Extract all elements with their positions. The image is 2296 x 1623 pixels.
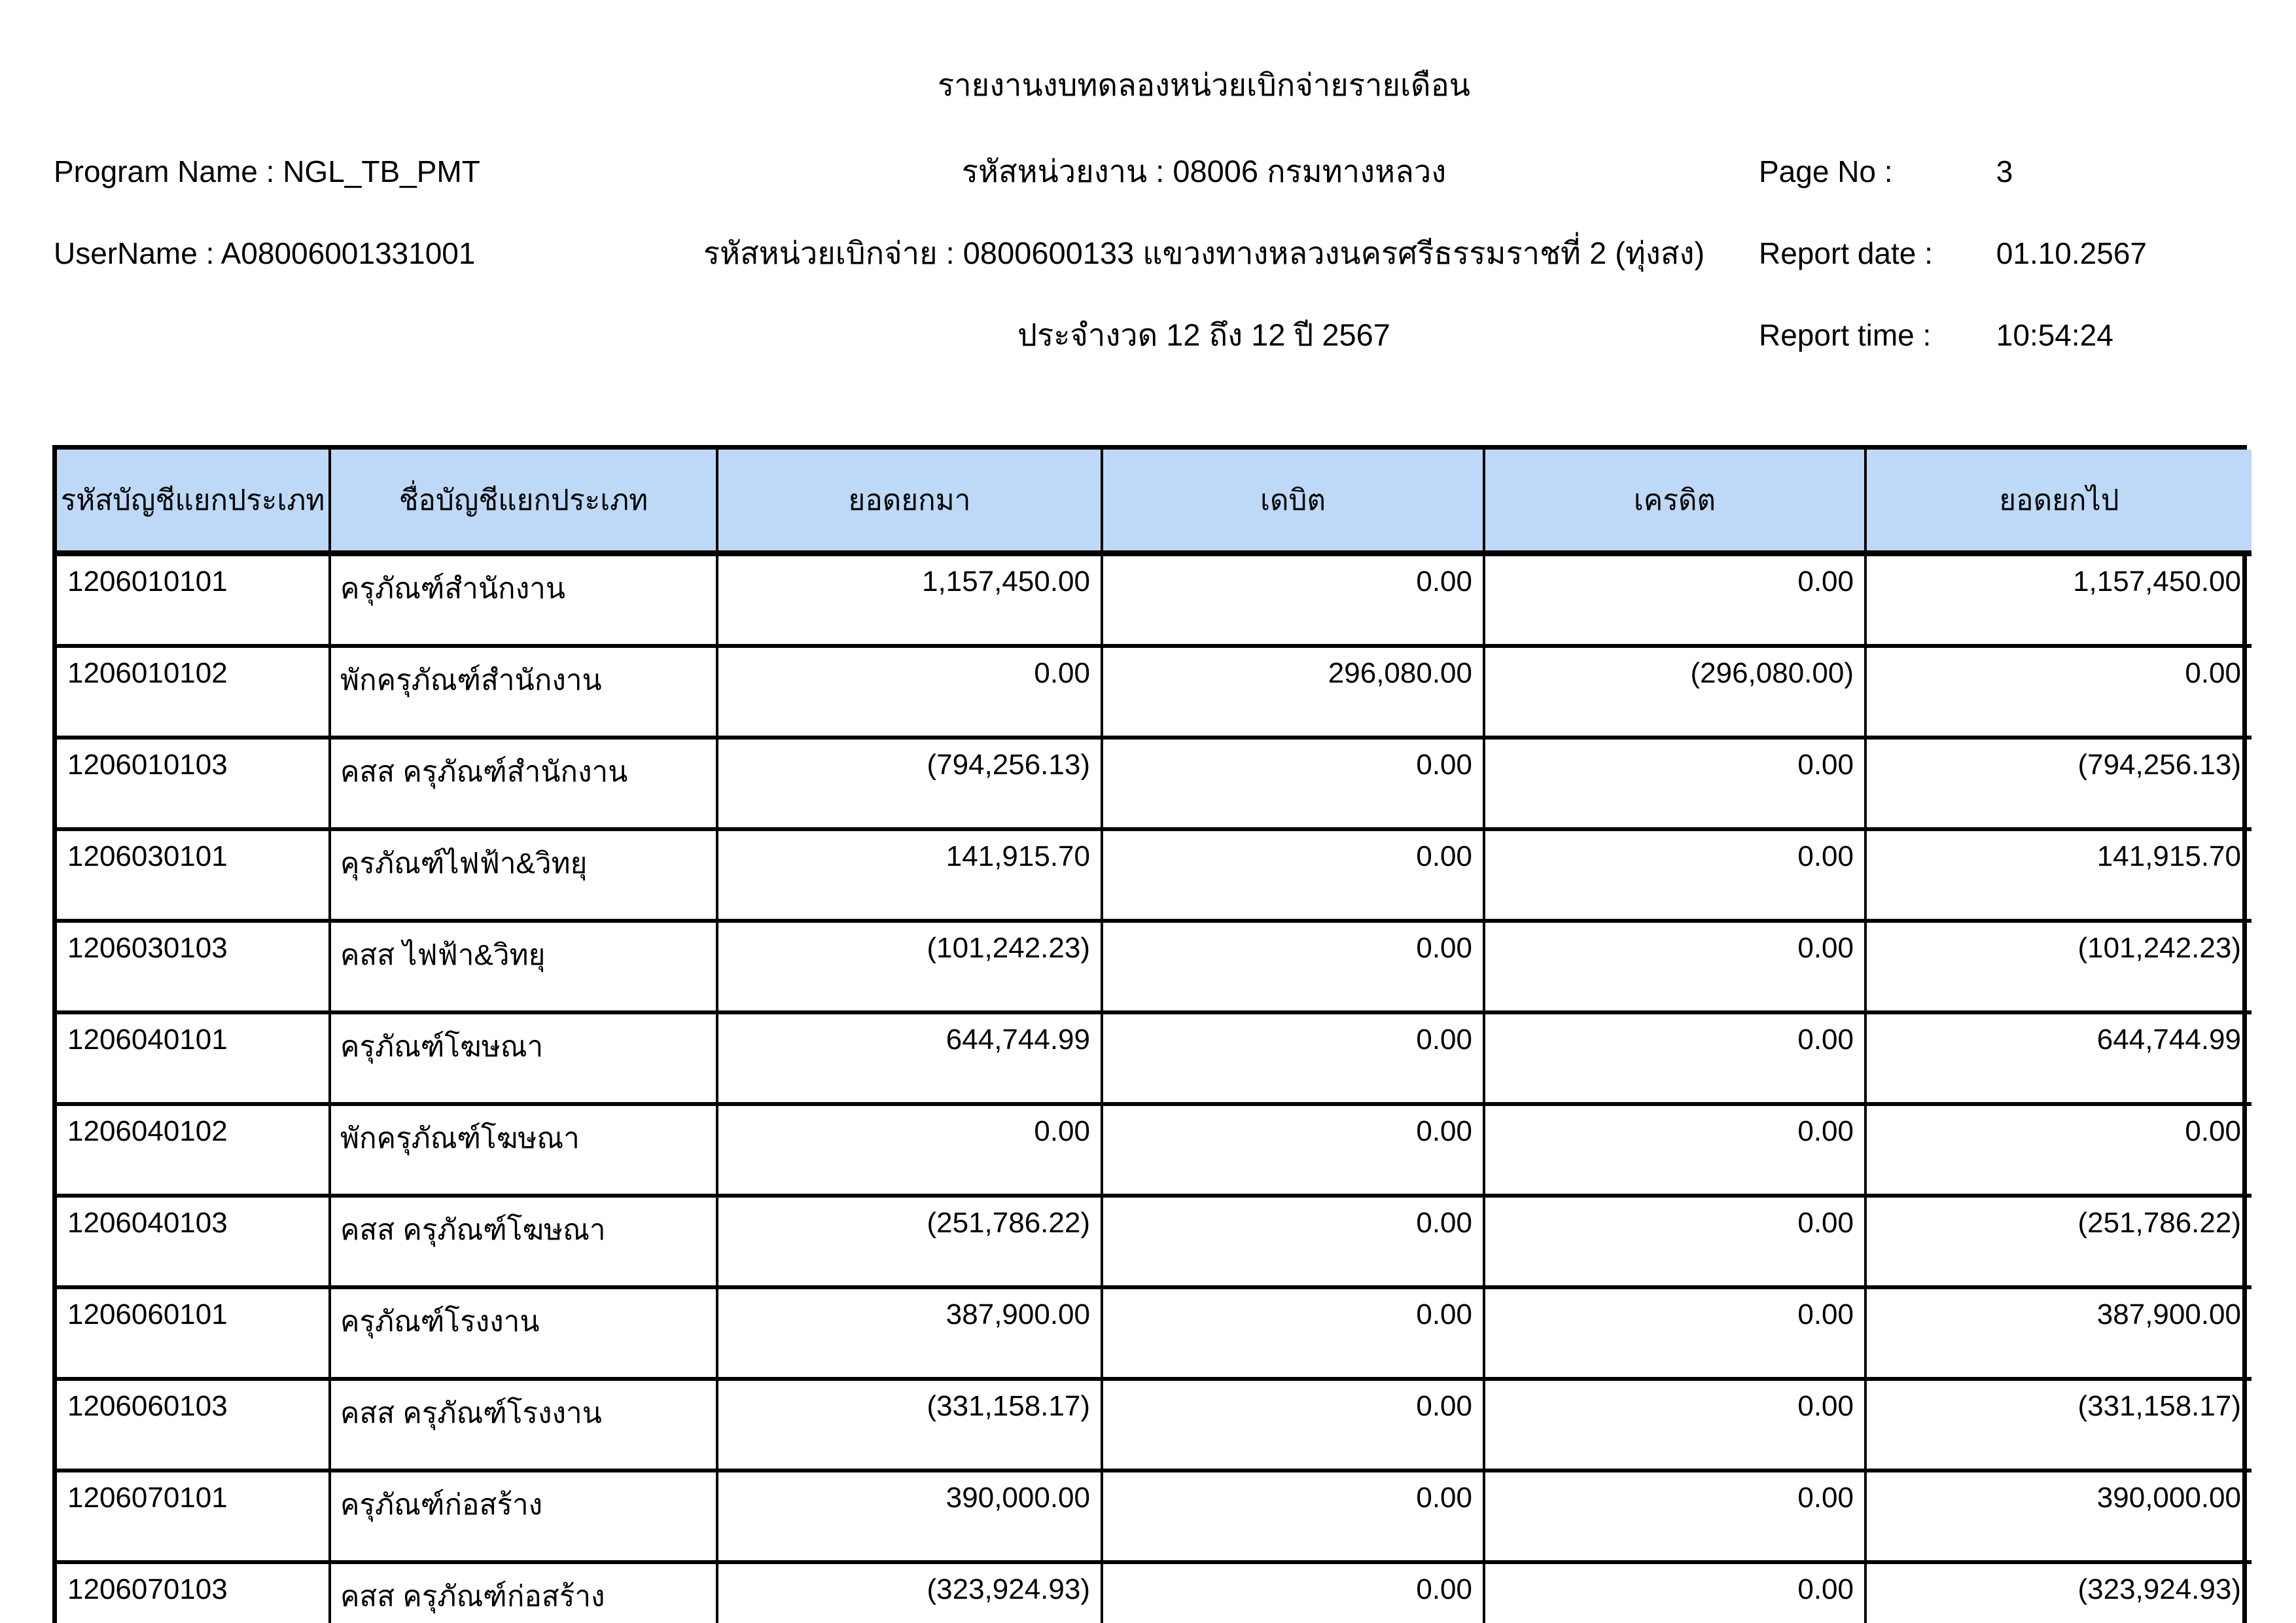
closing-balance-cell: (323,924.93) [1865, 1562, 2252, 1623]
credit-cell: 0.00 [1484, 1104, 1865, 1196]
username-line: UserName : A08006001331001 [54, 236, 476, 270]
column-header-debit: เดบิต [1102, 450, 1484, 554]
page-no-label: Page No : [1759, 154, 1893, 188]
credit-cell: 0.00 [1484, 829, 1865, 921]
account-name-cell: ครุภัณฑ์สำนักงาน [330, 554, 717, 647]
credit-cell: 0.00 [1484, 921, 1865, 1012]
account-name-cell: ครุภัณฑ์โฆษณา [330, 1012, 717, 1104]
credit-cell: 0.00 [1484, 554, 1865, 647]
report-date-line [1759, 234, 2147, 273]
table-row [57, 1012, 2252, 1104]
closing-balance-cell: (794,256.13) [1865, 738, 2252, 829]
column-header-account-code: รหัสบัญชีแยกประเภท [57, 450, 330, 554]
account-name-cell: คุรภัณฑ์ไฟฟ้า&วิทยุ [330, 829, 717, 921]
opening-balance-cell: 644,744.99 [717, 1012, 1102, 1104]
table-row [57, 1471, 2252, 1562]
debit-cell: 0.00 [1102, 1471, 1484, 1562]
closing-balance-cell: (101,242.23) [1865, 921, 2252, 1012]
report-date-value: 01.10.2567 [1996, 236, 2147, 270]
debit-cell: 0.00 [1102, 1012, 1484, 1104]
account-name-cell: ครุภัณฑ์ก่อสร้าง [330, 1471, 717, 1562]
credit-cell: 0.00 [1484, 738, 1865, 829]
account-code-cell: 1206040102 [57, 1104, 330, 1196]
opening-balance-cell: 141,915.70 [717, 829, 1102, 921]
opening-balance-cell: 387,900.00 [717, 1287, 1102, 1379]
account-name-cell: คสส ครุภัณฑ์โฆษณา [330, 1196, 717, 1287]
table-row [57, 1379, 2252, 1471]
table-row [57, 1104, 2252, 1196]
account-name-cell: ครุภัณฑ์โรงงาน [330, 1287, 717, 1379]
debit-cell: 0.00 [1102, 921, 1484, 1012]
period-line: ประจำงวด 12 ถึง 12 ปี 2567 [1017, 317, 1390, 352]
account-code-cell: 1206030103 [57, 921, 330, 1012]
report-date-label: Report date : [1759, 236, 1933, 270]
debit-cell: 0.00 [1102, 554, 1484, 647]
debit-cell: 0.00 [1102, 1104, 1484, 1196]
account-code-cell: 1206070103 [67, 1573, 228, 1605]
table-row [57, 921, 2252, 1012]
opening-balance-cell: (794,256.13) [717, 738, 1102, 829]
table-row [57, 1562, 2252, 1623]
report-time-label: Report time : [1759, 318, 1932, 352]
account-code-cell: 1206010103 [57, 738, 330, 829]
page-no-line [1759, 152, 2013, 191]
org-code-line: รหัสหน่วยงาน : 08006 กรมทางหลวง [961, 154, 1447, 188]
report-time-line [1759, 315, 2113, 355]
table-row [57, 1287, 2252, 1379]
report-title: รายงานงบทดลองหน่วยเบิกจ่ายรายเดือน [938, 67, 1470, 102]
closing-balance-cell: 1,157,450.00 [1865, 554, 2252, 647]
account-name-cell: พักครุภัณฑ์สำนักงาน [330, 646, 717, 738]
debit-cell: 0.00 [1102, 1287, 1484, 1379]
account-code-cell: 1206040101 [57, 1012, 330, 1104]
opening-balance-cell: (331,158.17) [717, 1379, 1102, 1471]
table-row [57, 829, 2252, 921]
credit-cell: (296,080.00) [1484, 646, 1865, 738]
report-time-value: 10:54:24 [1996, 318, 2113, 352]
opening-balance-cell: 390,000.00 [717, 1471, 1102, 1562]
column-header-account-name: ชื่อบัญชีแยกประเภท [330, 450, 717, 554]
account-code-cell: 1206070101 [57, 1471, 330, 1562]
closing-balance-cell: (331,158.17) [1865, 1379, 2252, 1471]
opening-balance-cell: 0.00 [717, 1104, 1102, 1196]
table-row [57, 554, 2252, 647]
opening-balance-cell: 0.00 [717, 646, 1102, 738]
credit-cell: 0.00 [1484, 1562, 1865, 1623]
credit-cell: 0.00 [1484, 1287, 1865, 1379]
account-name-cell: คสส ครุภัณฑ์สำนักงาน [330, 738, 717, 829]
account-code-cell: 1206010102 [57, 646, 330, 738]
account-code-cell: 1206010101 [57, 554, 330, 647]
account-name-cell: คสส ไฟฟ้า&วิทยุ [330, 921, 717, 1012]
closing-balance-cell: 390,000.00 [1865, 1471, 2252, 1562]
opening-balance-cell: 1,157,450.00 [717, 554, 1102, 647]
closing-balance-cell: (251,786.22) [1865, 1196, 2252, 1287]
table-header-row [57, 450, 2252, 554]
column-header-closing-balance: ยอดยกไป [1865, 450, 2252, 554]
column-header-credit: เครดิต [1484, 450, 1865, 554]
table-row [57, 646, 2252, 738]
account-name-cell: คสส ครุภัณฑ์โรงงาน [330, 1379, 717, 1471]
closing-balance-cell: 387,900.00 [1865, 1287, 2252, 1379]
debit-cell: 0.00 [1102, 1562, 1484, 1623]
opening-balance-cell: (251,786.22) [717, 1196, 1102, 1287]
program-name-line: Program Name : NGL_TB_PMT [54, 154, 480, 188]
account-code-cell: 1206060103 [57, 1379, 330, 1471]
table-row [57, 1196, 2252, 1287]
closing-balance-cell: 141,915.70 [1865, 829, 2252, 921]
closing-balance-cell: 0.00 [1865, 1104, 2252, 1196]
credit-cell: 0.00 [1484, 1196, 1865, 1287]
opening-balance-cell: (323,924.93) [717, 1562, 1102, 1623]
account-name-cell: คสส ครุภัณฑ์ก่อสร้าง [330, 1562, 717, 1623]
account-name-cell: พักครุภัณฑ์โฆษณา [330, 1104, 717, 1196]
credit-cell: 0.00 [1484, 1471, 1865, 1562]
account-code-cell: 1206040103 [57, 1196, 330, 1287]
debit-cell: 0.00 [1102, 829, 1484, 921]
debit-cell: 0.00 [1102, 1196, 1484, 1287]
credit-cell: 0.00 [1484, 1379, 1865, 1471]
debit-cell: 0.00 [1102, 1379, 1484, 1471]
closing-balance-cell: 0.00 [1865, 646, 2252, 738]
account-code-cell: 1206030101 [57, 829, 330, 921]
credit-cell: 0.00 [1484, 1012, 1865, 1104]
table-row [57, 738, 2252, 829]
debit-cell: 296,080.00 [1102, 646, 1484, 738]
closing-balance-cell: 644,744.99 [1865, 1012, 2252, 1104]
trial-balance-table [52, 445, 2247, 1623]
column-header-opening-balance: ยอดยกมา [717, 450, 1102, 554]
disbursement-unit-line: รหัสหน่วยเบิกจ่าย : 0800600133 แขวงทางหลวงนครศรีธรรมราชที่ 2 (ทุ่งสง) [703, 236, 1705, 270]
debit-cell: 0.00 [1102, 738, 1484, 829]
account-code-cell: 1206060101 [57, 1287, 330, 1379]
opening-balance-cell: (101,242.23) [717, 921, 1102, 1012]
page-no-value: 3 [1996, 154, 2013, 188]
